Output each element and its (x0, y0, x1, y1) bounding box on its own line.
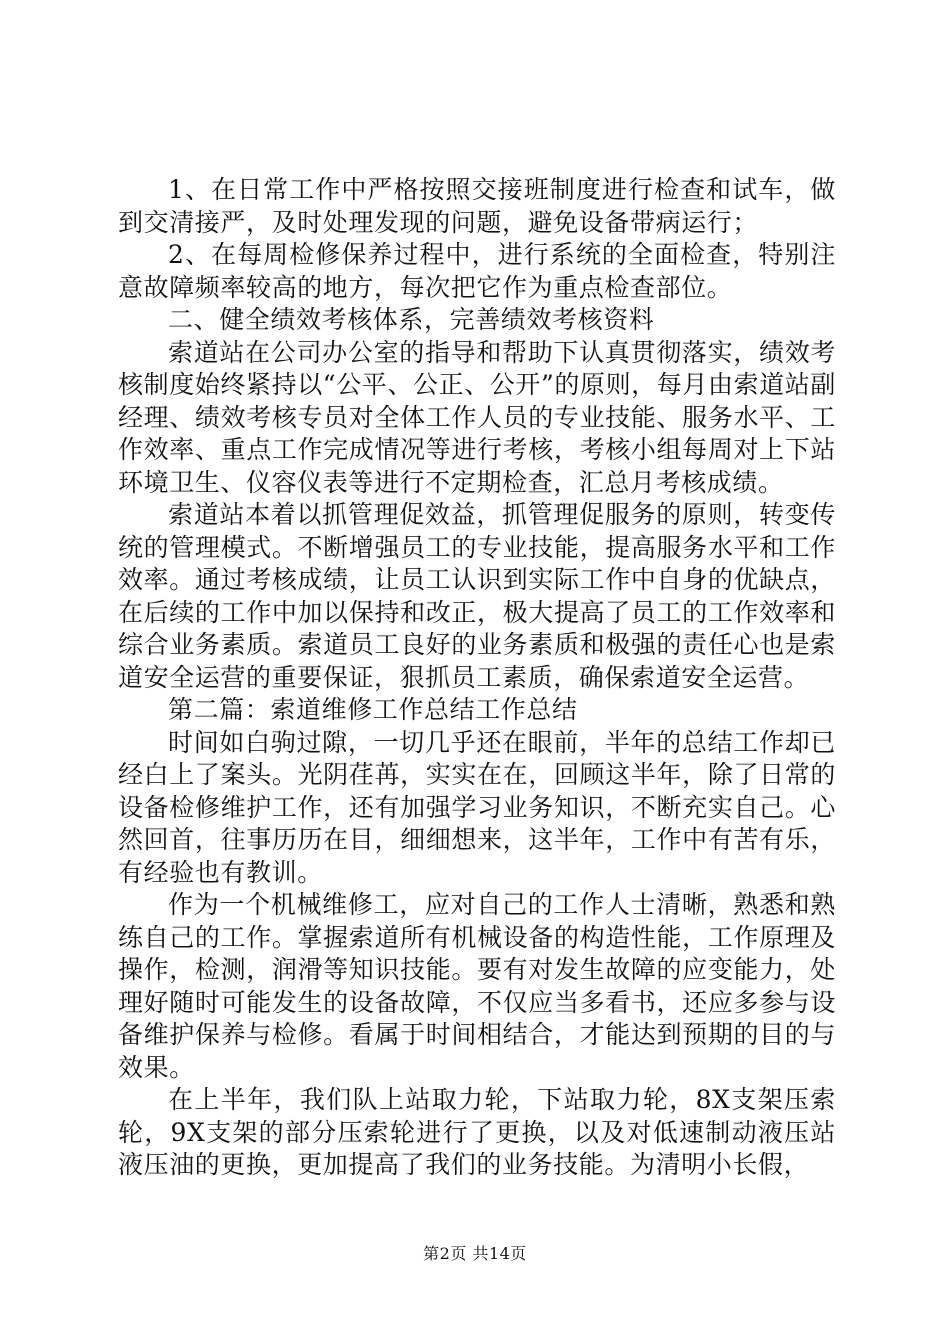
document-body (118, 174, 836, 1182)
paragraph-weekly-maintenance: 2、在每周检修保养过程中，进行系统的全面检查，特别注意故障频率较高的地方，每次把它作为重点检查部位。 (118, 240, 836, 302)
paragraph-management-principle: 索道站本着以抓管理促效益，抓管理促服务的原则，转变传统的管理模式。不断增强员工的专业技能，提高服务水平和工作效率。通过考核成绩，让员工认识到实际工作中自身的优缺点，在后续的工作中加以保持和改正，极大提高了员工的工作效率和综合业务素质。索道员工良好的业务素质和极强的责任心也是索道安全运营的重要保证，狠抓员工素质，确保索道安全运营。 (118, 500, 836, 692)
page-footer: 第2页 共14页 (423, 1244, 527, 1263)
section-heading-performance: 二、健全绩效考核体系，完善绩效考核资料 (168, 305, 655, 334)
paragraph-first-half-work: 在上半年，我们队上站取力轮，下站取力轮，8X支架压索轮，9X支架的部分压索轮进行了更换，以及对低速制动液压站液压油的更换，更加提高了我们的业务技能。为清明小长假， (118, 1085, 836, 1179)
paragraph-half-year-review: 时间如白驹过隙，一切几乎还在眼前，半年的总结工作却已经白上了案头。光阴荏苒，实实在在，回顾这半年，除了日常的设备检修维护工作，还有加强学习业务知识，不断充实自己。心然回首，往事历历在目，细细想来，这半年，工作中有苦有乐，有经验也有教训。 (118, 727, 836, 887)
section-heading-part-two: 第二篇：索道维修工作总结工作总结 (168, 695, 578, 724)
paragraph-shift-handover: 1、在日常工作中严格按照交接班制度进行检查和试车，做到交清接严，及时处理发现的问题，避免设备带病运行； (118, 175, 836, 237)
paragraph-performance-system: 索道站在公司办公室的指导和帮助下认真贯彻落实，绩效考核制度始终紧持以“公平、公正、公开”的原则，每月由索道站副经理、绩效考核专员对全体工作人员的专业技能、服务水平、工作效率、重点工作完成情况等进行考核，考核小组每周对上下站环境卫生、仪容仪表等进行不定期检查，汇总月考核成绩。 (118, 337, 836, 497)
paragraph-mechanic-duties: 作为一个机械维修工，应对自己的工作人士清晰，熟悉和熟练自己的工作。掌握索道所有机械设备的构造性能，工作原理及操作，检测，润滑等知识技能。要有对发生故障的应变能力，处理好随时可能发生的设备故障，不仅应当多看书，还应多参与设备维护保养与检修。看属于时间相结合，才能达到预期的目的与效果。 (118, 890, 836, 1082)
